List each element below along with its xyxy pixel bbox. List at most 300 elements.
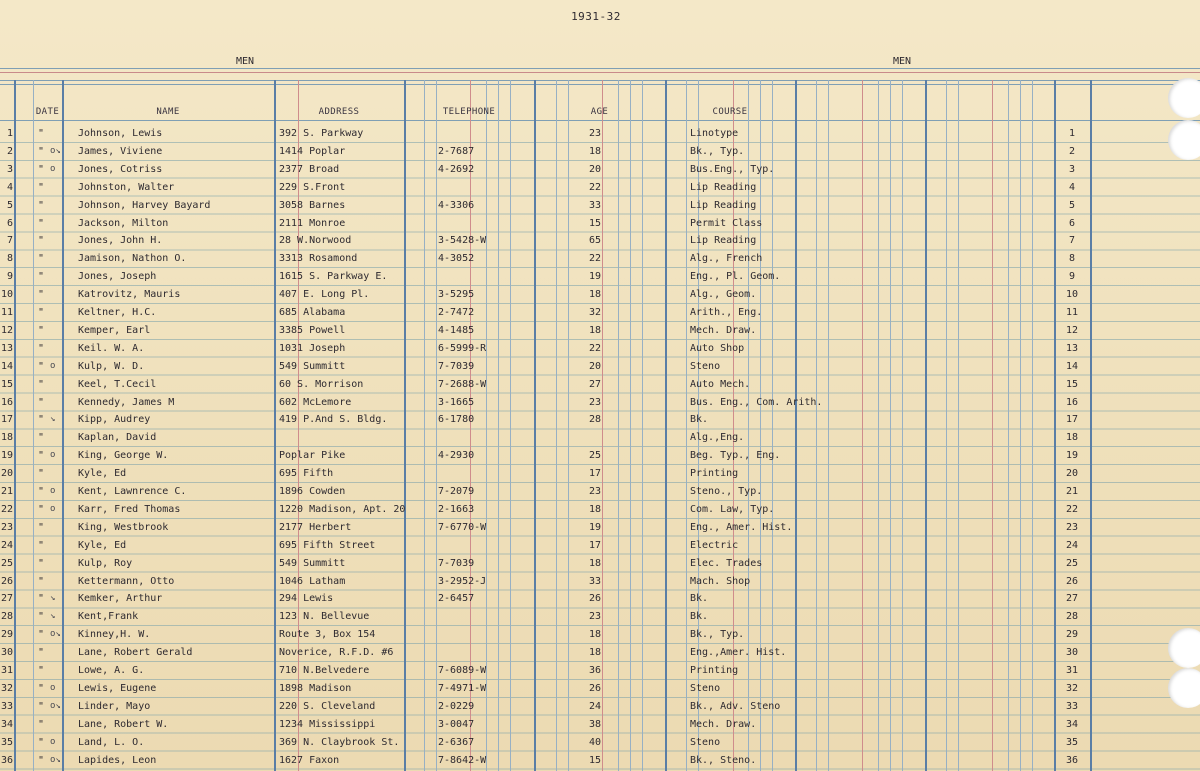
row-number-right: 17 [1065,414,1079,426]
date-cell: " [38,271,45,283]
course-cell: Beg. Typ., Eng. [690,450,781,462]
course-cell: Bus. Eng., Com. Arith. [690,396,823,408]
row-number: 13 [0,342,13,354]
table-row [0,556,1200,574]
row-number: 16 [0,396,13,408]
address-cell: 294 Lewis [279,593,334,605]
telephone-cell: 3-5295 [438,289,475,301]
age-cell: 22 [588,342,602,354]
age-cell: 23 [588,486,602,497]
age-cell: 17 [588,468,602,480]
page-year: 1931-32 [571,10,621,23]
age-cell: 28 [588,414,602,426]
address-cell: 1414 Poplar [279,145,346,157]
course-cell: Eng., Pl. Geom. [690,271,781,283]
course-cell: Alg., Geom. [690,289,757,301]
address-cell: 229 S.Front [279,181,346,193]
age-cell: 15 [588,217,602,229]
row-number-right: 36 [1065,754,1079,766]
address-cell: 1627 Faxon [279,754,340,766]
name-cell: Katrovitz, Mauris [78,289,181,301]
row-number: 7 [6,235,13,247]
address-cell: 3313 Rosamond [279,253,358,265]
name-cell: Jones, Joseph [78,271,157,283]
telephone-cell: 3-2952-J [438,575,487,587]
row-number: 19 [0,450,13,462]
name-cell: Lowe, A. G. [78,665,145,676]
course-cell: Auto Mech. [690,378,751,390]
course-cell: Arith., Eng. [690,307,763,318]
course-cell: Elec. Trades [690,557,763,569]
check-mark: ↘ [50,593,56,604]
date-cell: " [38,217,45,229]
telephone-cell: 7-2688-W [438,378,487,390]
table-row [0,448,1200,466]
header-label-right: MEN [893,56,912,67]
age-cell: 33 [588,575,602,587]
telephone-cell: 2-7472 [438,307,475,318]
name-cell: Kyle, Ed [78,468,127,480]
course-cell: Printing [690,665,739,676]
row-number-right: 3 [1068,163,1076,175]
row-number-right: 21 [1065,486,1079,497]
course-cell: Bk., Steno. [690,754,757,766]
table-row [0,216,1200,234]
address-cell: 3058 Barnes [279,199,346,211]
row-number: 14 [0,360,13,372]
name-cell: King, Westbrook [78,521,169,533]
date-cell: " [38,128,45,139]
address-cell: Poplar Pike [279,450,346,462]
date-cell: " [38,181,45,193]
row-number-right: 4 [1068,181,1076,193]
date-cell: " [38,396,45,408]
address-cell: 710 N.Belvedere [279,665,370,676]
telephone-cell: 2-7687 [438,145,475,157]
telephone-cell: 3-0047 [438,718,475,730]
date-cell: " [38,700,45,712]
table-row [0,251,1200,269]
age-cell: 17 [588,539,602,551]
name-cell: Kennedy, James M [78,396,175,408]
table-row [0,144,1200,162]
address-cell: 220 S. Cleveland [279,700,376,712]
telephone-cell: 6-1780 [438,414,475,426]
age-cell: 27 [588,378,602,390]
name-cell: Kemker, Arthur [78,593,163,605]
header-label-left: MEN [236,56,255,67]
telephone-cell: 7-7039 [438,360,475,372]
age-cell: 15 [588,754,602,766]
age-cell: 19 [588,271,602,283]
row-number: 24 [0,539,13,551]
row-number-right: 2 [1068,145,1076,157]
course-cell: Lip Reading [690,235,757,247]
address-cell: 695 Fifth [279,468,334,480]
address-cell: 549 Summitt [279,557,346,569]
table-row [0,609,1200,627]
name-cell: Lane, Robert Gerald [78,647,193,659]
table-row [0,574,1200,592]
row-number-right: 18 [1065,432,1079,444]
course-cell: Bk. [690,593,709,605]
course-cell: Electric [690,539,739,551]
table-row [0,180,1200,198]
row-number-right: 34 [1065,718,1079,730]
address-cell: 369 N. Claybrook St. [279,736,400,748]
row-number-right: 26 [1065,575,1079,587]
name-cell: Jamison, Nathon O. [78,253,187,265]
address-cell: 3385 Powell [279,324,346,336]
date-cell: " [38,253,45,265]
name-cell: Keltner, H.C. [78,307,157,318]
course-cell: Alg.,Eng. [690,432,745,444]
table-row [0,484,1200,502]
age-cell: 32 [588,307,602,318]
telephone-cell: 4-3052 [438,253,475,265]
address-cell: 28 W.Norwood [279,235,352,247]
course-cell: Permit Class [690,217,763,229]
check-mark: o↘ [50,629,61,640]
row-number: 22 [0,503,13,515]
name-cell: Kemper, Earl [78,324,151,336]
course-cell: Lip Reading [690,181,757,193]
row-number-right: 30 [1065,647,1079,659]
check-mark: ↘ [50,414,56,425]
name-cell: Kulp, Roy [78,557,133,569]
column-header-telephone: TELEPHONE [442,107,496,117]
table-row [0,520,1200,538]
row-number: 21 [0,486,13,497]
date-cell: " [38,593,45,605]
row-number: 35 [0,736,13,748]
course-cell: Auto Shop [690,342,745,354]
address-cell: 1220 Madison, Apt. 20 [279,503,406,515]
course-cell: Steno., Typ. [690,486,763,497]
table-row [0,645,1200,663]
header-rule [0,68,1200,69]
age-cell: 18 [588,503,602,515]
age-cell: 33 [588,199,602,211]
age-cell: 65 [588,235,602,247]
age-cell: 18 [588,647,602,659]
row-number-right: 19 [1065,450,1079,462]
table-row [0,323,1200,341]
address-cell: 2111 Monroe [279,217,346,229]
table-row [0,341,1200,359]
row-number-right: 16 [1065,396,1079,408]
date-cell: " [38,432,45,444]
name-cell: Keel, T.Cecil [78,378,157,390]
telephone-cell: 2-6457 [438,593,475,605]
address-cell: 685 Alabama [279,307,346,318]
table-row [0,377,1200,395]
check-mark: o↘ [50,754,61,765]
column-header-name: NAME [156,107,180,117]
name-cell: Lane, Robert W. [78,718,169,730]
date-cell: " [38,450,45,462]
age-cell: 26 [588,682,602,694]
column-header-course: COURSE [712,107,748,117]
date-cell: " [38,360,45,372]
course-cell: Alg., French [690,253,763,265]
column-header-address: ADDRESS [318,107,360,117]
row-number-right: 12 [1065,324,1079,336]
row-number-right: 1 [1068,128,1076,139]
row-number: 6 [6,217,13,229]
row-number: 2 [6,145,13,157]
address-cell: 1234 Mississippi [279,718,376,730]
row-number-right: 10 [1065,289,1079,301]
date-cell: " [38,521,45,533]
address-cell: 549 Summitt [279,360,346,372]
table-row [0,502,1200,520]
row-number-right: 13 [1065,342,1079,354]
name-cell: James, Viviene [78,145,163,157]
age-cell: 18 [588,557,602,569]
age-cell: 26 [588,593,602,605]
row-number-right: 24 [1065,539,1079,551]
table-row [0,412,1200,430]
name-cell: Jones, John H. [78,235,163,247]
date-cell: " [38,736,45,748]
row-number-right: 28 [1065,611,1079,623]
telephone-cell: 7-7039 [438,557,475,569]
address-cell: 419 P.And S. Bldg. [279,414,388,426]
row-number: 1 [6,128,13,139]
row-number: 17 [0,414,13,426]
punch-hole [1168,78,1200,118]
row-number: 36 [0,754,13,766]
date-cell: " [38,539,45,551]
age-cell: 40 [588,736,602,748]
age-cell: 23 [588,611,602,623]
course-cell: Bk., Typ. [690,629,745,641]
row-number: 30 [0,647,13,659]
row-number-right: 25 [1065,557,1079,569]
telephone-cell: 3-1665 [438,396,475,408]
row-number: 34 [0,718,13,730]
date-cell: " [38,163,45,175]
row-number: 27 [0,593,13,605]
row-number: 29 [0,629,13,641]
row-number-right: 11 [1065,307,1079,318]
age-cell: 18 [588,629,602,641]
age-cell: 38 [588,718,602,730]
course-cell: Steno [690,682,721,694]
check-mark: o [50,682,56,693]
age-cell: 18 [588,324,602,336]
check-mark: o↘ [50,145,61,156]
row-number: 4 [6,181,13,193]
name-cell: Johnston, Walter [78,181,175,193]
address-cell: 1896 Cowden [279,486,346,497]
date-cell: " [38,342,45,354]
telephone-cell: 7-2079 [438,486,475,497]
row-number: 5 [6,199,13,211]
table-row [0,198,1200,216]
telephone-cell: 4-3306 [438,199,475,211]
punch-hole [1168,668,1200,708]
row-number: 9 [6,271,13,283]
row-number: 3 [6,163,13,175]
telephone-cell: 7-6089-W [438,665,487,676]
table-row [0,269,1200,287]
address-cell: 2377 Broad [279,163,340,175]
row-number-right: 14 [1065,360,1079,372]
row-number-right: 7 [1068,235,1076,247]
row-number-right: 5 [1068,199,1076,211]
name-cell: Kettermann, Otto [78,575,175,587]
header-rule [0,72,1200,73]
telephone-cell: 4-2692 [438,163,475,175]
name-cell: Lapides, Leon [78,754,157,766]
course-cell: Bk., Typ. [690,145,745,157]
check-mark: o [50,450,56,461]
row-number-right: 8 [1068,253,1076,265]
name-cell: Kent, Lawnrence C. [78,486,187,497]
telephone-cell: 7-8642-W [438,754,487,766]
check-mark: ↘ [50,611,56,622]
date-cell: " [38,557,45,569]
check-mark: o [50,163,56,174]
punch-hole [1168,628,1200,668]
row-number-right: 29 [1065,629,1079,641]
table-row [0,233,1200,251]
date-cell: " [38,307,45,318]
date-cell: " [38,754,45,766]
date-cell: " [38,378,45,390]
row-number: 8 [6,253,13,265]
age-cell: 19 [588,521,602,533]
table-row [0,627,1200,645]
column-header-date: DATE [35,107,60,117]
table-row [0,305,1200,323]
row-number: 33 [0,700,13,712]
course-cell: Eng., Amer. Hist. [690,521,793,533]
course-cell: Steno [690,736,721,748]
age-cell: 25 [588,450,602,462]
row-number-right: 23 [1065,521,1079,533]
course-cell: Linotype [690,128,739,139]
row-number-right: 32 [1065,682,1079,694]
row-number: 18 [0,432,13,444]
age-cell: 24 [588,700,602,712]
date-cell: " [38,289,45,301]
table-row [0,430,1200,448]
name-cell: Jones, Cotriss [78,163,163,175]
telephone-cell: 6-5999-R [438,342,487,354]
date-cell: " [38,324,45,336]
address-cell: Noverice, R.F.D. #6 [279,647,394,659]
date-cell: " [38,414,45,426]
age-cell: 20 [588,163,602,175]
age-cell: 20 [588,360,602,372]
course-cell: Bus.Eng., Typ. [690,163,775,175]
name-cell: Linder, Mayo [78,700,151,712]
table-row [0,753,1200,771]
date-cell: " [38,682,45,694]
address-cell: 407 E. Long Pl. [279,289,370,301]
table-row [0,395,1200,413]
date-cell: " [38,665,45,676]
check-mark: o↘ [50,700,61,711]
row-number-right: 6 [1068,217,1076,229]
row-number: 12 [0,324,13,336]
table-row [0,735,1200,753]
row-number: 23 [0,521,13,533]
date-cell: " [38,235,45,247]
address-cell: 1898 Madison [279,682,352,694]
check-mark: o [50,486,56,496]
course-cell: Eng.,Amer. Hist. [690,647,787,659]
address-cell: 695 Fifth Street [279,539,376,551]
row-number: 31 [0,665,13,676]
address-cell: 1615 S. Parkway E. [279,271,388,283]
name-cell: Lewis, Eugene [78,682,157,694]
date-cell: " [38,718,45,730]
name-cell: Jackson, Milton [78,217,169,229]
address-cell: 1046 Latham [279,575,346,587]
address-cell: 1031 Joseph [279,342,346,354]
name-cell: Kipp, Audrey [78,414,151,426]
row-number-right: 35 [1065,736,1079,748]
table-row [0,287,1200,305]
age-cell: 23 [588,396,602,408]
age-cell: 18 [588,145,602,157]
course-cell: Com. Law, Typ. [690,503,775,515]
telephone-cell: 4-2930 [438,450,475,462]
course-cell: Bk. [690,611,709,623]
course-cell: Bk. [690,414,709,426]
address-cell: 602 McLemore [279,396,352,408]
row-number: 20 [0,468,13,480]
telephone-cell: 7-6770-W [438,521,487,533]
row-number-right: 31 [1065,665,1079,676]
row-number-right: 20 [1065,468,1079,480]
table-row [0,126,1200,144]
name-cell: Johnson, Harvey Bayard [78,199,211,211]
check-mark: o [50,360,56,371]
row-number-right: 27 [1065,593,1079,605]
name-cell: Kinney,H. W. [78,629,151,641]
table-row [0,466,1200,484]
course-cell: Mach. Shop [690,575,751,587]
age-cell: 18 [588,289,602,301]
table-row [0,591,1200,609]
date-cell: " [38,199,45,211]
date-cell: " [38,468,45,480]
table-row [0,162,1200,180]
row-number: 25 [0,557,13,569]
table-row [0,359,1200,377]
name-cell: Land, L. O. [78,736,145,748]
telephone-cell: 4-1485 [438,324,475,336]
age-cell: 23 [588,128,602,139]
address-cell: 123 N. Bellevue [279,611,370,623]
check-mark: o [50,503,56,514]
course-cell: Mech. Draw. [690,718,757,730]
telephone-cell: 7-4971-W [438,682,487,694]
date-cell: " [38,629,45,641]
telephone-cell: 3-5428-W [438,235,487,247]
row-number: 28 [0,611,13,623]
name-cell: King, George W. [78,450,169,462]
name-cell: Kyle, Ed [78,539,127,551]
table-row [0,663,1200,681]
age-cell: 22 [588,181,602,193]
table-row [0,699,1200,717]
